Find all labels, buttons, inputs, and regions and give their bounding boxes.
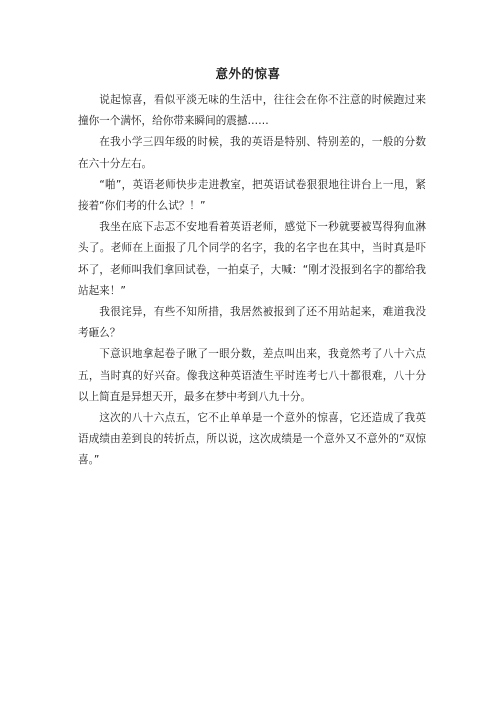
paragraph: 说起惊喜，看似平淡无味的生活中，往往会在你不注意的时候跑过来撞你一个满怀，给你带来瞬间的震撼…… [78,94,426,128]
paragraph: 这次的八十六点五，它不止单单是一个意外的惊喜，它还造成了我英语成绩由差到良的转折点，所以说，这次成绩是一个意外又不意外的“双惊喜。” [78,412,426,467]
paragraph: 我坐在底下忐忑不安地看着英语老师，感觉下一秒就要被骂得狗血淋头了。老师在上面报了几个同学的名字，我的名字也在其中，当时真是吓坏了，老师叫我们拿回试卷，一拍桌子，大喊：“刚才没报到名字的都给我站起来！” [78,221,426,297]
paragraph: “啪”，英语老师快步走进教室，把英语试卷狠狠地往讲台上一甩，紧接着“你们考的什么试？！” [78,178,426,213]
document-title: 意外的惊喜 [215,66,281,81]
paragraph: 我很诧异，有些不知所措，我居然被报到了还不用站起来，难道我没考砸么？ [78,306,426,340]
document-body [78,90,426,472]
paragraph: 下意识地拿起卷子瞅了一眼分数，差点叫出来，我竟然考了八十六点五，当时真的好兴奋。像我这种英语渣生平时连考七八十都很难，八十分以上简直是异想天开，最多在梦中考到八九十分。 [78,348,426,403]
paragraph: 在我小学三四年级的时候，我的英语是特别、特别差的，一般的分数在六十分左右。 [78,136,426,170]
